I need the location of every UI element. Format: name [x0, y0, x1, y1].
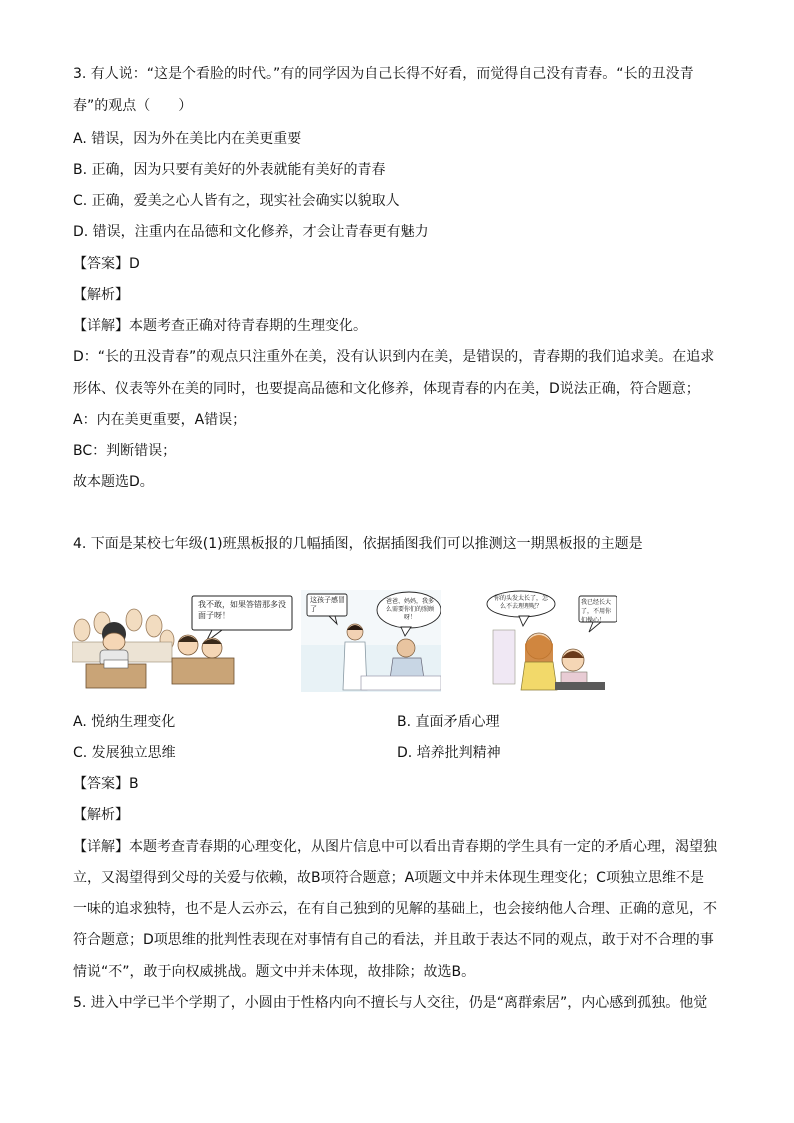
q3-option-b: B. 正确，因为只要有美好的外表就能有美好的青春 — [73, 162, 386, 178]
q4-detail-line1: 【详解】本题考查青春期的心理变化，从图片信息中可以看出青春期的学生具有一定的矛盾心理，渴望独 — [73, 839, 717, 855]
img1-bubble-text: 我不敢，如果答错那多没面子呀！ — [198, 600, 286, 620]
illustration-doctor — [301, 590, 441, 692]
q3-answer: 【答案】D — [73, 256, 140, 272]
q3-stem-line1: 3. 有人说：“这是个看脸的时代。”有的同学因为自己长得不好看，而觉得自己没有青春。“长的丑没青 — [73, 66, 694, 82]
q4-option-d: D. 培养批判精神 — [397, 745, 501, 761]
q3-analysis-label: 【解析】 — [73, 287, 129, 303]
img2-bubble-right-text: 爸爸、妈妈，我多么需要你们的照顾呀！ — [385, 598, 434, 621]
q5-stem-line1: 5. 进入中学已半个学期了，小圆由于性格内向不擅长与人交往，仍是“离群索居”，内心感到孤独。他觉 — [73, 995, 708, 1011]
img2-bubble-left-text: 这孩子感冒了 — [310, 596, 345, 613]
q4-detail-line5: 情说“不”，敢于向权威挑战。题文中并未体现，故排除；故选B。 — [73, 964, 476, 980]
q4-detail-line2: 立，又渴望得到父母的关爱与依赖，故B项符合题意；A项题文中并未体现生理变化；C项独立思维不是 — [73, 870, 704, 886]
q4-analysis-label: 【解析】 — [73, 807, 129, 823]
img3-bubble-left-text: 你的头发太长了，怎么不去理理呢？ — [493, 595, 548, 610]
q4-detail-line4: 符合题意；D项思维的批判性表现在对事情有自己的看法，并且敢于表达不同的观点，敢于对不合理的事 — [73, 932, 714, 948]
q4-option-b: B. 直面矛盾心理 — [397, 714, 500, 730]
img3-bubble-right-text: 我已经长大了，不用你们操心！ — [581, 599, 612, 624]
q3-option-a: A. 错误，因为外在美比内在美更重要 — [73, 131, 302, 147]
q4-stem: 4. 下面是某校七年级(1)班黑板报的几幅插图，依据插图我们可以推测这一期黑板报的主题是 — [73, 536, 643, 552]
q4-answer: 【答案】B — [73, 776, 139, 792]
q3-detail-line6: 故本题选D。 — [73, 474, 154, 490]
q3-detail-line3: 形体、仪表等外在美的同时，也要提高品德和文化修养，体现青春的内在美，D说法正确，符合题意； — [73, 381, 700, 397]
q3-option-d: D. 错误，注重内在品德和文化修养，才会让青春更有魅力 — [73, 224, 429, 240]
illustration-parent-child — [485, 590, 617, 692]
q3-stem-line2: 春”的观点（ ） — [73, 98, 193, 114]
q3-detail-line1: 【详解】本题考查正确对待青春期的生理变化。 — [73, 318, 367, 334]
q3-detail-line4: A：内在美更重要，A错误； — [73, 412, 247, 428]
q4-option-a: A. 悦纳生理变化 — [73, 714, 176, 730]
q4-detail-line3: 一味的追求独特，也不是人云亦云，在有自己独到的见解的基础上，也会接纳他人合理、正确的意见，不 — [73, 901, 717, 917]
q3-detail-line2: D：“长的丑没青春”的观点只注重外在美，没有认识到内在美，是错误的，青春期的我们追求美。在追求 — [73, 349, 715, 365]
q3-detail-line5: BC：判断错误； — [73, 443, 177, 459]
q4-option-c: C. 发展独立思维 — [73, 745, 176, 761]
q3-option-c: C. 正确，爱美之心人皆有之，现实社会确实以貌取人 — [73, 193, 400, 209]
illustration-classroom — [72, 590, 294, 692]
